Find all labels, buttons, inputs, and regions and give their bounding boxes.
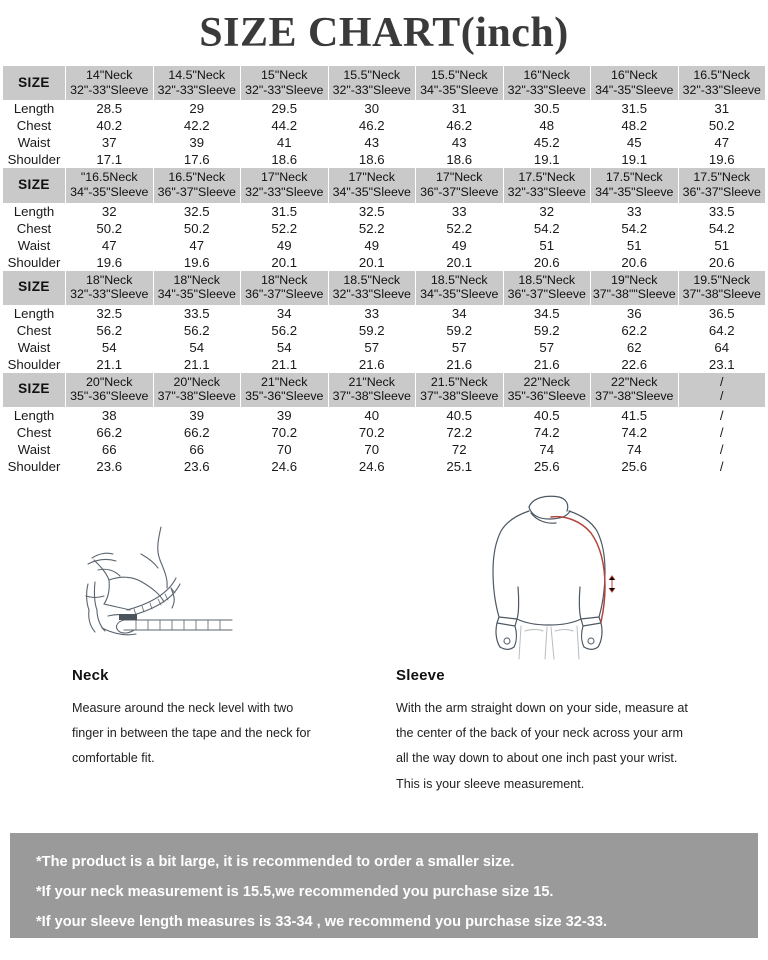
header-size-column [154, 66, 241, 100]
measurement-cell: 18.6 [358, 152, 385, 168]
table-header-row [3, 271, 765, 305]
measurement-cell: 40.2 [96, 118, 123, 134]
measurement-cell: 25.6 [533, 459, 560, 474]
size-table-block [2, 373, 766, 475]
page-title: SIZE CHART(inch) [199, 10, 569, 56]
notice-line: *If your sleeve length measures is 33-34 , we recommend you purchase size 32-33. [36, 914, 608, 931]
sleeve-illustration-svg [455, 491, 645, 663]
measurement-cell: 45 [626, 135, 642, 151]
header-neck-value: 18.5"Neck [430, 272, 488, 287]
header-size-column [66, 66, 153, 100]
measurement-cell: 47 [189, 237, 205, 253]
measurement-cell: 46.2 [446, 118, 473, 134]
measurement-cell: 70.2 [358, 425, 385, 440]
measurement-cell: 33 [626, 203, 642, 219]
header-sleeve-value: 36"-37"Sleeve [245, 287, 324, 302]
measurement-cell: 20.6 [708, 254, 735, 270]
measurement-cell: 56.2 [183, 322, 210, 338]
measurement-guides [0, 491, 768, 797]
measurement-cell: 20.1 [271, 254, 298, 270]
header-size-column [416, 66, 503, 100]
header-sleeve-value: 34"-35"Sleeve [595, 184, 674, 199]
header-size-column [504, 271, 591, 305]
sleeve-measure-line [551, 517, 605, 622]
measurement-cell: 46.2 [358, 118, 385, 134]
guide-body-sleeve: With the arm straight down on your side, measure at the center of the back of your neck across your arm all the way down to about one inch past your wrist. This is your sleeve measurement. [396, 701, 688, 791]
header-size-column [66, 271, 153, 305]
measurement-cell: 31.5 [621, 101, 648, 117]
header-sleeve-value: 36"-37"Sleeve [507, 287, 586, 302]
neck-measure-illustration [64, 491, 328, 663]
header-sleeve-value: 32"-33"Sleeve [507, 82, 586, 97]
measurement-cell: 43 [451, 135, 467, 151]
guide-title-neck: Neck [72, 667, 109, 684]
header-neck-value: 16.5"Neck [693, 68, 751, 82]
header-neck-value: 18.5"Neck [343, 272, 401, 287]
measurement-cell: 40.5 [533, 408, 560, 423]
measurement-cell: 19.6 [183, 254, 210, 270]
guide-sleeve [384, 491, 760, 797]
measurement-cell: 49 [451, 237, 467, 253]
header-neck-value: 15"Neck [261, 68, 308, 82]
table-header-row [3, 66, 765, 100]
header-size-column [416, 271, 503, 305]
header-neck-value: / [720, 374, 724, 389]
measurement-cell: 33.5 [183, 305, 210, 321]
measurement-cell: 40.5 [446, 408, 473, 423]
table-row [3, 339, 765, 356]
header-sleeve-value: 32"-33"Sleeve [682, 82, 761, 97]
measurement-cell: 66 [101, 442, 117, 457]
measurement-cell: 54 [276, 339, 292, 355]
measurement-cell: 33.5 [708, 203, 735, 219]
header-sleeve-value: 37"-38"Sleeve [682, 287, 761, 302]
measurement-cell: 70.2 [271, 425, 298, 440]
size-table-group [0, 66, 768, 475]
measurement-cell: 51 [626, 237, 642, 253]
measurement-cell: 21.1 [183, 356, 210, 372]
header-size-column [154, 373, 241, 407]
guide-title-sleeve: Sleeve [396, 667, 445, 684]
table-row [3, 458, 765, 475]
header-size-column [329, 66, 416, 100]
measurement-cell: 41 [276, 135, 292, 151]
table-row [3, 237, 765, 254]
measurement-cell: 49 [364, 237, 380, 253]
measurement-cell: 66.2 [96, 425, 123, 440]
header-sleeve-value: 34"-35"Sleeve [420, 287, 499, 302]
header-neck-value: 14.5"Neck [168, 68, 226, 82]
header-neck-value: 21"Neck [348, 374, 395, 389]
measurement-cell: 29 [189, 101, 205, 117]
row-label: Length [13, 101, 55, 117]
measurement-cell: 57 [539, 339, 555, 355]
measurement-cell: 51 [714, 237, 730, 253]
measurement-cell: 20.1 [358, 254, 385, 270]
measurement-cell: / [719, 459, 724, 474]
measurement-cell: 37 [101, 135, 117, 151]
measurement-cell: 21.6 [533, 356, 560, 372]
row-label: Shoulder [7, 254, 61, 270]
header-neck-value: 14"Neck [86, 68, 133, 82]
table-header-row [3, 168, 765, 202]
measurement-cell: 38 [101, 408, 117, 423]
header-neck-value: 16"Neck [523, 68, 570, 82]
row-label: Chest [16, 118, 52, 134]
header-size-column [329, 271, 416, 305]
neck-illustration-svg [64, 492, 294, 662]
measurement-cell: 24.6 [271, 459, 298, 474]
header-neck-value: 18"Neck [261, 272, 308, 287]
measurement-cell: 30.5 [533, 101, 560, 117]
tape-marker [119, 614, 137, 620]
measurement-cell: 25.6 [621, 459, 648, 474]
measurement-cell: 74 [539, 442, 555, 457]
measurement-cell: 50.2 [96, 220, 123, 236]
header-neck-value: 17.5"Neck [693, 170, 751, 185]
measurement-cell: 74 [626, 442, 642, 457]
header-sleeve-value: 35"-36"Sleeve [507, 389, 586, 404]
measurement-cell: 70 [364, 442, 380, 457]
header-size-column [679, 168, 766, 202]
measurement-cell: 42.2 [183, 118, 210, 134]
row-label: Chest [16, 425, 52, 440]
header-sleeve-value: 34"-35"Sleeve [332, 184, 411, 199]
sleeve-measure-arrows [609, 576, 615, 592]
measurement-cell: 23.6 [183, 459, 210, 474]
header-neck-value: 17"Neck [436, 170, 483, 185]
measurement-cell: 48.2 [621, 118, 648, 134]
header-size-column [154, 168, 241, 202]
measurement-cell: 54 [189, 339, 205, 355]
measurement-cell: 52.2 [446, 220, 473, 236]
sleeve-measure-illustration [396, 491, 704, 663]
header-size-column [241, 168, 328, 202]
header-size-column [504, 168, 591, 202]
measurement-cell: 24.6 [358, 459, 385, 474]
header-neck-value: 15.5"Neck [343, 68, 401, 82]
row-label: Shoulder [7, 152, 61, 168]
measurement-cell: 23.6 [96, 459, 123, 474]
measurement-cell: 72 [451, 442, 467, 457]
measurement-cell: 39 [189, 135, 205, 151]
measurement-cell: 33 [364, 305, 380, 321]
header-sleeve-value: 32"-33"Sleeve [245, 184, 324, 199]
guide-body-neck: Measure around the neck level with two finger in between the tape and the neck for comfortable fit. [72, 701, 311, 766]
measurement-cell: 17.6 [183, 152, 210, 168]
header-sleeve-value: 32"-33"Sleeve [70, 287, 149, 302]
measurement-cell: 52.2 [271, 220, 298, 236]
measurement-cell: 31 [451, 101, 467, 117]
measurement-cell: 25.1 [446, 459, 473, 474]
measurement-cell: 57 [451, 339, 467, 355]
measurement-cell: 30 [364, 101, 380, 117]
measurement-cell: 74.2 [621, 425, 648, 440]
header-neck-value: 21.5"Neck [430, 374, 488, 389]
size-table-block [2, 168, 766, 270]
row-label: Waist [17, 135, 51, 151]
header-sleeve-value: 37"-38""Sleeve [592, 287, 676, 302]
measurement-cell: 21.6 [358, 356, 385, 372]
row-label: Length [13, 305, 55, 321]
header-size-column [679, 373, 766, 407]
header-sleeve-value: 32"-33"Sleeve [245, 82, 324, 97]
measurement-cell: 19.6 [708, 152, 735, 168]
header-size-label: SIZE [3, 373, 65, 407]
header-size-column [66, 168, 153, 202]
measurement-cell: 21.6 [446, 356, 473, 372]
header-neck-value: 19.5"Neck [693, 272, 751, 287]
table-row [3, 151, 765, 168]
measurement-cell: / [719, 442, 724, 457]
header-sleeve-value: 32"-33"Sleeve [332, 82, 411, 97]
measurement-cell: 64.2 [708, 322, 735, 338]
header-size-column [591, 271, 678, 305]
measurement-cell: / [719, 425, 724, 440]
measurement-cell: 74.2 [533, 425, 560, 440]
header-sleeve-value: 32"-33"Sleeve [507, 184, 586, 199]
measurement-cell: 62.2 [621, 322, 648, 338]
measurement-cell: 51 [539, 237, 555, 253]
measurement-cell: 45.2 [533, 135, 560, 151]
measurement-cell: 23.1 [708, 356, 735, 372]
header-size-column [241, 373, 328, 407]
measurement-cell: 66.2 [183, 425, 210, 440]
measurement-cell: 32 [101, 203, 117, 219]
row-label: Chest [16, 220, 52, 236]
header-sleeve-value: 36"-37"Sleeve [682, 184, 761, 199]
header-size-column [591, 168, 678, 202]
measurement-cell: 20.6 [621, 254, 648, 270]
size-table-block [2, 271, 766, 373]
measurement-cell: 32 [539, 203, 555, 219]
measurement-cell: 59.2 [446, 322, 473, 338]
measurement-cell: 36.5 [708, 305, 735, 321]
header-neck-value: 17"Neck [348, 170, 395, 185]
header-sleeve-value: 35"-36"Sleeve [70, 389, 149, 404]
notice-line: *If your neck measurement is 15.5,we recommended you purchase size 15. [36, 884, 554, 901]
measurement-cell: 47 [101, 237, 117, 253]
measurement-cell: 56.2 [271, 322, 298, 338]
measurement-cell: 41.5 [621, 408, 648, 423]
row-label: Length [13, 408, 55, 423]
measurement-cell: 62 [626, 339, 642, 355]
measurement-cell: 18.6 [271, 152, 298, 168]
header-neck-value: 16.5"Neck [168, 170, 226, 185]
measurement-cell: 19.6 [96, 254, 123, 270]
header-size-column [679, 66, 766, 100]
measurement-cell: 54.2 [621, 220, 648, 236]
header-size-column [504, 373, 591, 407]
header-neck-value: 20"Neck [173, 374, 220, 389]
measurement-cell: 33 [451, 203, 467, 219]
header-size-column [154, 271, 241, 305]
row-label: Waist [17, 237, 51, 253]
table-row [3, 407, 765, 424]
measurement-cell: 22.6 [621, 356, 648, 372]
measurement-cell: 59.2 [358, 322, 385, 338]
table-row [3, 100, 765, 117]
measurement-cell: 59.2 [533, 322, 560, 338]
measurement-cell: 50.2 [183, 220, 210, 236]
table-row [3, 441, 765, 458]
table-row [3, 134, 765, 151]
header-size-column [679, 271, 766, 305]
table-row [3, 424, 765, 441]
measurement-cell: 39 [189, 408, 205, 423]
title-bar [0, 0, 768, 66]
table-row [3, 117, 765, 134]
row-label: Shoulder [7, 356, 61, 372]
measurement-cell: 57 [364, 339, 380, 355]
header-neck-value: 17"Neck [261, 170, 308, 185]
header-sleeve-value: 37"-38"Sleeve [332, 389, 411, 404]
measurement-cell: 39 [276, 408, 292, 423]
header-neck-value: 17.5"Neck [518, 170, 576, 185]
size-table-block [2, 66, 766, 168]
measurement-cell: 48 [539, 118, 555, 134]
header-sleeve-value: 34"-35"Sleeve [157, 287, 236, 302]
table-row [3, 220, 765, 237]
table-row [3, 203, 765, 220]
header-size-column [416, 168, 503, 202]
header-sleeve-value: 35"-36"Sleeve [245, 389, 324, 404]
header-size-column [329, 373, 416, 407]
measurement-cell: 19.1 [533, 152, 560, 168]
measurement-cell: 32.5 [183, 203, 210, 219]
table-row [3, 356, 765, 373]
measurement-cell: 64 [714, 339, 730, 355]
header-neck-value: 19"Neck [611, 272, 658, 287]
header-sleeve-value: 32"-33"Sleeve [157, 82, 236, 97]
header-sleeve-value: / [720, 389, 724, 404]
header-size-column [591, 66, 678, 100]
header-size-column [416, 373, 503, 407]
row-label: Chest [16, 322, 52, 338]
measurement-cell: 70 [276, 442, 292, 457]
header-size-label: SIZE [3, 168, 65, 202]
header-size-column [241, 66, 328, 100]
notice-line: *The product is a bit large, it is recommended to order a smaller size. [36, 854, 515, 870]
measurement-cell: 21.1 [96, 356, 123, 372]
header-sleeve-value: 32"-33"Sleeve [332, 287, 411, 302]
header-size-label: SIZE [3, 66, 65, 100]
measurement-cell: 18.6 [446, 152, 473, 168]
header-neck-value: 18"Neck [173, 272, 220, 287]
header-neck-value: "16.5Neck [80, 170, 138, 185]
header-size-column [329, 168, 416, 202]
header-sleeve-value: 34"-35"Sleeve [595, 82, 674, 97]
measurement-cell: 40 [364, 408, 380, 423]
header-neck-value: 22"Neck [523, 374, 570, 389]
measurement-cell: 20.6 [533, 254, 560, 270]
measurement-cell: 54.2 [533, 220, 560, 236]
header-neck-value: 15.5"Neck [430, 68, 488, 82]
measurement-cell: 44.2 [271, 118, 298, 134]
header-neck-value: 22"Neck [611, 374, 658, 389]
header-size-column [591, 373, 678, 407]
measurement-cell: 31 [714, 101, 730, 117]
measurement-cell: 47 [714, 135, 730, 151]
header-sleeve-value: 36"-37"Sleeve [420, 184, 499, 199]
measurement-cell: 34 [451, 305, 467, 321]
measurement-cell: 34.5 [533, 305, 560, 321]
guide-neck [8, 491, 384, 797]
header-neck-value: 20"Neck [86, 374, 133, 389]
row-label: Shoulder [7, 459, 61, 474]
row-label: Waist [17, 339, 51, 355]
measurement-cell: 29.5 [271, 101, 298, 117]
table-row [3, 254, 765, 271]
measurement-cell: 34 [276, 305, 292, 321]
table-row [3, 322, 765, 339]
header-sleeve-value: 36"-37"Sleeve [157, 184, 236, 199]
table-row [3, 305, 765, 322]
measurement-cell: 50.2 [708, 118, 735, 134]
header-size-column [504, 66, 591, 100]
header-neck-value: 18.5"Neck [518, 272, 576, 287]
header-neck-value: 17.5"Neck [605, 170, 663, 185]
header-sleeve-value: 37"-38"Sleeve [420, 389, 499, 404]
header-size-label: SIZE [3, 271, 65, 305]
measurement-cell: 43 [364, 135, 380, 151]
measurement-cell: 28.5 [96, 101, 123, 117]
header-size-column [241, 271, 328, 305]
header-sleeve-value: 37"-38"Sleeve [595, 389, 674, 404]
header-neck-value: 18"Neck [86, 272, 133, 287]
measurement-cell: 32.5 [358, 203, 385, 219]
header-neck-value: 16"Neck [611, 68, 658, 82]
measurement-cell: 19.1 [621, 152, 648, 168]
measurement-cell: 56.2 [96, 322, 123, 338]
measurement-cell: 20.1 [446, 254, 473, 270]
header-sleeve-value: 37"-38"Sleeve [157, 389, 236, 404]
header-sleeve-value: 34"-35"Sleeve [420, 82, 499, 97]
measurement-cell: 17.1 [96, 152, 123, 168]
measurement-cell: 52.2 [358, 220, 385, 236]
measurement-cell: 49 [276, 237, 292, 253]
recommendation-notice [10, 833, 758, 938]
measurement-cell: 21.1 [271, 356, 298, 372]
table-header-row [3, 373, 765, 407]
row-label: Length [13, 203, 55, 219]
measurement-cell: 66 [189, 442, 205, 457]
measurement-cell: 54.2 [708, 220, 735, 236]
measurement-cell: 72.2 [446, 425, 473, 440]
measurement-cell: 36 [626, 305, 642, 321]
measurement-cell: 32.5 [96, 305, 123, 321]
measurement-cell: 54 [101, 339, 117, 355]
header-size-column [66, 373, 153, 407]
measurement-cell: / [719, 408, 724, 423]
row-label: Waist [17, 442, 51, 457]
measurement-cell: 31.5 [271, 203, 298, 219]
header-neck-value: 21"Neck [261, 374, 308, 389]
header-sleeve-value: 34"-35"Sleeve [70, 184, 149, 199]
header-sleeve-value: 32"-33"Sleeve [70, 82, 149, 97]
